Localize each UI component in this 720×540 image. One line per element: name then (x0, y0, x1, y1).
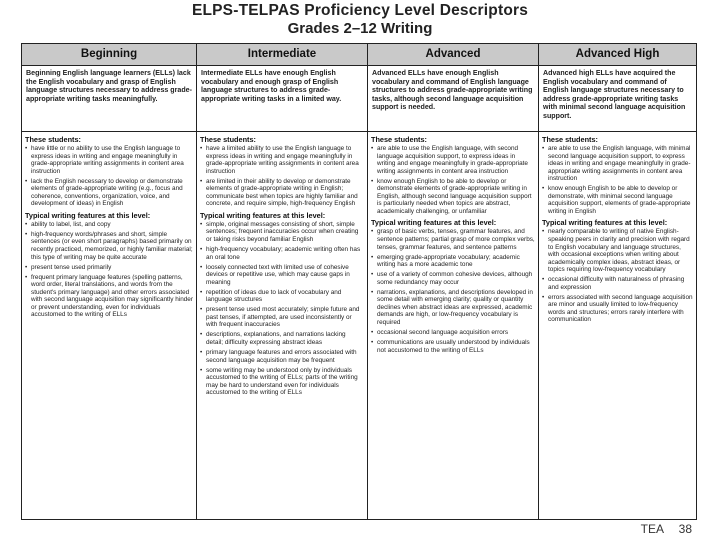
list-item: • errors associated with second language acquisition are minor and usually limited to low-frequency words and structures; errors rarely interfere with communication (542, 294, 693, 324)
level-summary: Advanced ELLs have enough English vocabulary and command of English language structures to address grade-appropriate writing tasks, although second language acquisition support is needed. (372, 69, 533, 112)
row-divider (196, 131, 368, 132)
features-heading: Typical writing features at this level: (371, 218, 497, 228)
list-item: • frequent primary language features (spelling patterns, word order, literal translations, and words from the student's primary language) and other errors associated with second language acquisition may significantly hinder or prevent understanding, even for individuals accustomed to the writing of ELLs (25, 274, 193, 319)
list-item: • know enough English to be able to develop or demonstrate elements of grade-appropriate writing in English, although second language acquisition support is particularly needed when topics are abstract, academically challenging, or unfamiliar (371, 178, 535, 216)
column-header: Beginning (22, 44, 196, 66)
list-item: • some writing may be understood only by individuals accustomed to the writing of ELLs; parts of the writing may be hard to understand even for individuals accustomed to the writing of ELLs (200, 367, 364, 397)
list-item: • are able to use the English language, with minimal second language acquisition support, to express ideas in writing and engage meaningfully in grade-appropriate writing assignments in content area instruction (542, 145, 693, 183)
list-item: • present tense used primarily (25, 264, 193, 272)
list-item: • ability to label, list, and copy (25, 221, 193, 229)
row-divider (538, 131, 697, 132)
features-list (200, 221, 364, 397)
features-list (371, 228, 535, 354)
list-item: • present tense used most accurately; simple future and past tenses, if attempted, are used inconsistently or with frequent inaccuracies (200, 306, 364, 329)
list-item: • primary language features and errors associated with second language acquisition may be frequent (200, 349, 364, 364)
list-item: • know enough English to be able to develop or demonstrate, with minimal second language acquisition support, elements of grade-appropriate writing in English (542, 185, 693, 215)
students-list (200, 145, 364, 208)
level-details (542, 135, 693, 327)
list-item: • have a limited ability to use the English language to express ideas in writing and engage meaningfully in grade-appropriate writing assignments in content area instruction (200, 145, 364, 175)
features-list (542, 228, 693, 324)
list-item: • loosely connected text with limited use of cohesive devices or repetitive use, which may cause gaps in meaning (200, 264, 364, 287)
column-header: Intermediate (197, 44, 367, 66)
document-subtitle: Grades 2–12 Writing (287, 20, 433, 37)
list-item: • emerging grade-appropriate vocabulary; academic writing has a more academic tone (371, 254, 535, 269)
list-item: • are able to use the English language, with second language acquisition support, to express ideas in writing and engage meaningfully in grade-appropriate writing assignments in content area instruction (371, 145, 535, 175)
students-list (542, 145, 693, 215)
list-item: • use of a variety of common cohesive devices, although some redundancy may occur (371, 271, 535, 286)
list-item: • are limited in their ability to develop or demonstrate elements of grade-appropriate writing in English; communicate best when topics are highly familiar and concrete, and require simple, high-frequency English (200, 178, 364, 208)
list-item: • repetition of ideas due to lack of vocabulary and language structures (200, 289, 364, 304)
row-divider (367, 131, 539, 132)
slide-footer (629, 522, 692, 536)
list-item: • descriptions, explanations, and narrations lacking detail; difficulty expressing abstract ideas (200, 331, 364, 346)
students-heading: These students: (371, 135, 427, 144)
list-item: • lack the English necessary to develop or demonstrate elements of grade-appropriate writing (e.g., focus and coherence, conventions, organization, voice, and development of ideas) in English (25, 178, 193, 208)
column-header: Advanced High (539, 44, 696, 66)
features-heading: Typical writing features at this level: (25, 210, 151, 220)
list-item: • simple, original messages consisting of short, simple sentences; frequent inaccuracies occur when creating or taking risks beyond familiar English (200, 221, 364, 244)
students-list (371, 145, 535, 215)
footer-org: TEA (640, 522, 664, 536)
page-number: 38 (678, 522, 692, 536)
list-item: • occasional difficulty with naturalness of phrasing and expression (542, 276, 693, 291)
level-details (25, 135, 193, 322)
list-item: • have little or no ability to use the English language to express ideas in writing and engage meaningfully in grade-appropriate writing assignments in content area instruction (25, 145, 193, 175)
column-advanced (367, 44, 538, 519)
list-item: • grasp of basic verbs, tenses, grammar features, and sentence patterns; partial grasp of more complex verbs, tenses, grammar features, and sentence patterns (371, 228, 535, 251)
list-item: • narrations, explanations, and descriptions developed in some detail with emerging clarity; quality or quantity declines when abstract ideas are expressed, academic demands are high, or low-frequency vocabulary is required (371, 289, 535, 327)
students-heading: These students: (200, 135, 256, 144)
features-list (25, 221, 193, 319)
list-item: • high-frequency words/phrases and short, simple sentences (or even short paragraphs) based primarily on recently practiced, memorized, or highly familiar material; this type of writing may be quite accurate (25, 231, 193, 261)
students-list (25, 145, 193, 208)
features-heading: Typical writing features at this level: (542, 218, 668, 228)
column-header: Advanced (368, 44, 538, 66)
students-heading: These students: (542, 135, 598, 144)
level-summary: Intermediate ELLs have enough English vocabulary and enough grasp of English language structures to address grade-appropriate writing tasks in a limited way. (201, 69, 342, 103)
level-summary: Advanced high ELLs have acquired the English vocabulary and command of English language structures necessary to address grade-appropriate writing tasks with minimal second language acquisition support. (543, 69, 686, 120)
students-heading: These students: (25, 135, 81, 144)
list-item: • communications are usually understood by individuals not accustomed to the writing of ELLs (371, 339, 535, 354)
level-details (200, 135, 364, 400)
document-title: ELPS-TELPAS Proficiency Level Descriptors (191, 2, 529, 19)
features-heading: Typical writing features at this level: (200, 210, 326, 220)
column-intermediate (196, 44, 367, 519)
list-item: • nearly comparable to writing of native English-speaking peers in clarity and precision with regard to English vocabulary and language structures, with occasional exceptions when writing about academically complex ideas, abstract ideas, or topics requiring low-frequency vocabulary (542, 228, 693, 273)
column-advanced-high (538, 44, 696, 519)
descriptor-table (21, 43, 697, 520)
column-beginning (22, 44, 196, 519)
list-item: • occasional second language acquisition errors (371, 329, 535, 337)
list-item: • high-frequency vocabulary; academic writing often has an oral tone (200, 246, 364, 261)
row-divider (21, 131, 197, 132)
level-details (371, 135, 535, 357)
level-summary: Beginning English language learners (ELLs) lack the English vocabulary and grasp of English language structures necessary to address grade-appropriate writing tasks meaningfully. (26, 69, 192, 103)
